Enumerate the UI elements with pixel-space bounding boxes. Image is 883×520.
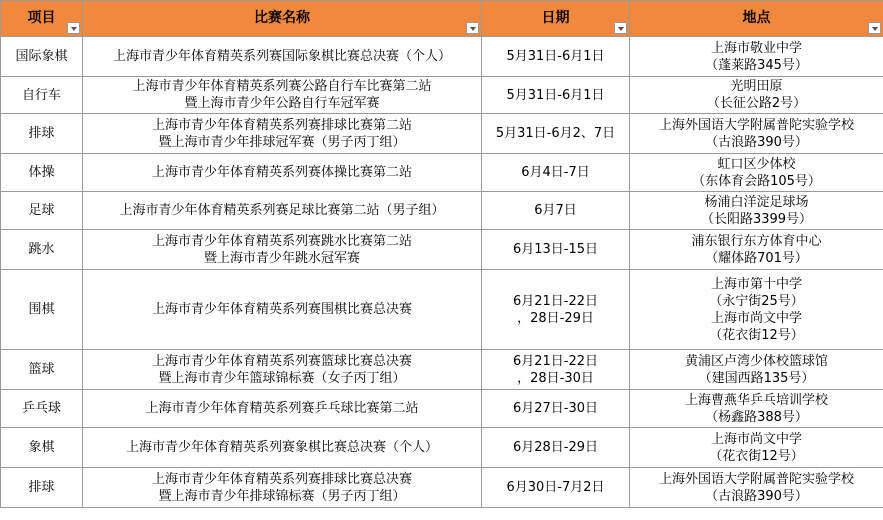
cell-project-text: 乒乓球 (21, 401, 61, 416)
cell-date[interactable] (482, 37, 630, 77)
cell-project-text: 跳水 (28, 242, 55, 257)
table-row (1, 37, 883, 77)
cell-date[interactable] (482, 114, 630, 154)
cell-date-line: 6月21日-22日 (512, 293, 599, 309)
cell-name-line: 上海市青少年体育精英系列赛围棋比赛总决赛 (151, 302, 412, 317)
cell-name[interactable] (83, 350, 482, 390)
cell-date-line: 5月31日-6月1日 (506, 49, 605, 64)
cell-date[interactable] (482, 270, 630, 350)
cell-location-line: （花衣街12号） (709, 448, 804, 464)
table-row (1, 230, 883, 270)
cell-date[interactable] (482, 192, 630, 230)
table-row (1, 77, 883, 114)
cell-location-line: 上海市尚文中学 (710, 431, 802, 447)
header-name[interactable] (83, 1, 482, 37)
cell-name-line: 上海市青少年体育精英系列赛篮球比赛总决赛 (151, 353, 412, 369)
cell-location[interactable] (630, 77, 883, 114)
cell-name-line: 上海市青少年体育精英系列赛国际象棋比赛总决赛（个人） (112, 49, 451, 64)
cell-name-line: 上海市青少年体育精英系列赛象棋比赛总决赛（个人） (125, 440, 438, 455)
cell-project[interactable] (1, 192, 83, 230)
cell-location[interactable] (630, 37, 883, 77)
header-project-label: 项目 (27, 10, 56, 26)
header-date-label: 日期 (541, 10, 570, 26)
cell-name-line: 暨上海市青少年排球冠军赛（男子丙丁组） (158, 134, 406, 150)
cell-location-line: 上海市第十中学 (710, 276, 802, 292)
cell-location-line: 上海市尚文中学 (710, 310, 802, 326)
cell-location-line: （花衣街12号） (709, 327, 804, 343)
header-name-label: 比赛名称 (254, 10, 310, 26)
cell-location-line: （长征公路2号） (706, 96, 807, 111)
cell-name-line: 上海市青少年体育精英系列赛足球比赛第二站（男子组） (119, 203, 445, 218)
cell-project-text: 足球 (28, 203, 55, 218)
cell-project[interactable] (1, 77, 83, 114)
cell-location-line: 光明田原 (730, 79, 783, 94)
cell-date-line: 6月30日-7月2日 (506, 480, 605, 495)
header-project[interactable] (1, 1, 83, 37)
cell-name[interactable] (83, 192, 482, 230)
cell-date-line: 5月31日-6月2、7日 (495, 126, 616, 141)
table-row (1, 468, 883, 508)
header-date[interactable] (482, 1, 630, 37)
table-row (1, 114, 883, 154)
cell-location-line: （蓬莱路345号） (705, 57, 808, 73)
filter-dropdown-icon[interactable] (868, 22, 881, 34)
cell-date[interactable] (482, 154, 630, 192)
cell-project-text: 国际象棋 (15, 49, 68, 64)
cell-project[interactable] (1, 428, 83, 468)
cell-location[interactable] (630, 468, 883, 508)
cell-name-line: 暨上海市青少年跳水冠军赛 (203, 250, 360, 266)
table-row (1, 192, 883, 230)
filter-dropdown-icon[interactable] (614, 22, 627, 34)
cell-name[interactable] (83, 270, 482, 350)
cell-name[interactable] (83, 468, 482, 508)
cell-location-line: （建国西路135号） (698, 370, 815, 386)
cell-name-line: 上海市青少年体育精英系列赛乒乓球比赛第二站 (145, 401, 419, 416)
cell-location[interactable] (630, 428, 883, 468)
header-location-label: 地点 (742, 10, 771, 26)
cell-date-line: 6月4日-7日 (521, 165, 590, 180)
cell-name-line: 上海市青少年体育精英系列赛公路自行车比赛第二站 (132, 79, 432, 94)
cell-date[interactable] (482, 390, 630, 428)
table-row (1, 350, 883, 390)
cell-name[interactable] (83, 114, 482, 154)
cell-location-line: （古浪路390号） (705, 488, 808, 504)
cell-date-line: 6月21日-22日 (512, 353, 599, 369)
cell-location[interactable] (630, 114, 883, 154)
cell-location-line: 浦东银行东方体育中心 (691, 233, 822, 249)
cell-name-line: 暨上海市青少年篮球锦标赛（女子丙丁组） (158, 370, 406, 386)
cell-name[interactable] (83, 428, 482, 468)
header-location[interactable] (630, 1, 883, 37)
cell-name-line: 上海市青少年体育精英系列赛排球比赛总决赛 (151, 471, 412, 487)
cell-name[interactable] (83, 154, 482, 192)
cell-location-line: 上海外国语大学附属普陀实验学校 (658, 117, 854, 133)
cell-date-line: 6月7日 (534, 203, 577, 218)
cell-date-line: 6月13日-15日 (512, 242, 599, 257)
cell-project-text: 象棋 (28, 440, 55, 455)
cell-name[interactable] (83, 37, 482, 77)
cell-location[interactable] (630, 154, 883, 192)
cell-location-line: （永宁街25号） (709, 293, 804, 309)
cell-date-line: ，28日-29日 (517, 310, 594, 326)
cell-project[interactable] (1, 154, 83, 192)
filter-dropdown-icon[interactable] (466, 22, 479, 34)
cell-project[interactable] (1, 390, 83, 428)
cell-name[interactable] (83, 230, 482, 270)
cell-location[interactable] (630, 192, 883, 230)
cell-location[interactable] (630, 390, 883, 428)
cell-location[interactable] (630, 230, 883, 270)
table-row (1, 428, 883, 468)
cell-project[interactable] (1, 468, 83, 508)
cell-location-line: （东体育会路105号） (692, 173, 821, 189)
cell-project-text: 排球 (28, 126, 55, 141)
cell-location-line: （长阳路3399号） (700, 211, 813, 227)
cell-date-line: 5月31日-6月1日 (506, 87, 605, 103)
cell-date[interactable] (482, 77, 630, 114)
cell-date-line: ，28日-30日 (517, 370, 594, 386)
cell-name[interactable] (83, 390, 482, 428)
table-row (1, 270, 883, 350)
cell-name[interactable] (83, 77, 482, 114)
cell-project[interactable] (1, 270, 83, 350)
cell-project-text: 体操 (28, 165, 55, 180)
cell-date-line: 6月28日-29日 (512, 440, 599, 455)
cell-location-line: （耀体路701号） (705, 250, 808, 266)
cell-location-line: 上海曹燕华乒乓培训学校 (684, 392, 828, 408)
cell-project[interactable] (1, 230, 83, 270)
cell-project-text: 篮球 (28, 362, 55, 377)
cell-name-line: 上海市青少年体育精英系列赛体操比赛第二站 (151, 165, 412, 180)
cell-date[interactable] (482, 230, 630, 270)
cell-location-line: 上海外国语大学附属普陀实验学校 (658, 471, 854, 487)
cell-location-line: （古浪路390号） (705, 134, 808, 150)
table-row (1, 390, 883, 428)
cell-location-line: 虹口区少体校 (717, 156, 796, 172)
cell-project[interactable] (1, 37, 83, 77)
cell-location-line: 黄浦区卢湾少体校篮球馆 (684, 353, 828, 369)
table-row (1, 154, 883, 192)
cell-name-line: 上海市青少年体育精英系列赛跳水比赛第二站 (151, 233, 412, 249)
cell-location[interactable] (630, 270, 883, 350)
filter-dropdown-icon[interactable] (67, 22, 80, 34)
cell-location-line: 杨浦白洋淀足球场 (704, 194, 809, 210)
cell-project[interactable] (1, 114, 83, 154)
cell-project-text: 排球 (28, 480, 55, 495)
cell-location-line: 上海市敬业中学 (710, 40, 802, 56)
cell-date[interactable] (482, 428, 630, 468)
cell-project-text: 自行车 (21, 87, 61, 103)
cell-date-line: 6月27日-30日 (512, 401, 599, 416)
cell-name-line: 暨上海市青少年排球锦标赛（男子丙丁组） (158, 488, 406, 504)
cell-location-line: （杨鑫路388号） (705, 409, 808, 425)
cell-name-line: 上海市青少年体育精英系列赛排球比赛第二站 (151, 117, 412, 133)
cell-date[interactable] (482, 350, 630, 390)
cell-project-text: 围棋 (28, 302, 55, 317)
cell-date[interactable] (482, 468, 630, 508)
cell-name-line: 暨上海市青少年公路自行车冠军赛 (184, 96, 380, 111)
header-row (1, 1, 883, 37)
cell-project[interactable] (1, 350, 83, 390)
cell-location[interactable] (630, 350, 883, 390)
